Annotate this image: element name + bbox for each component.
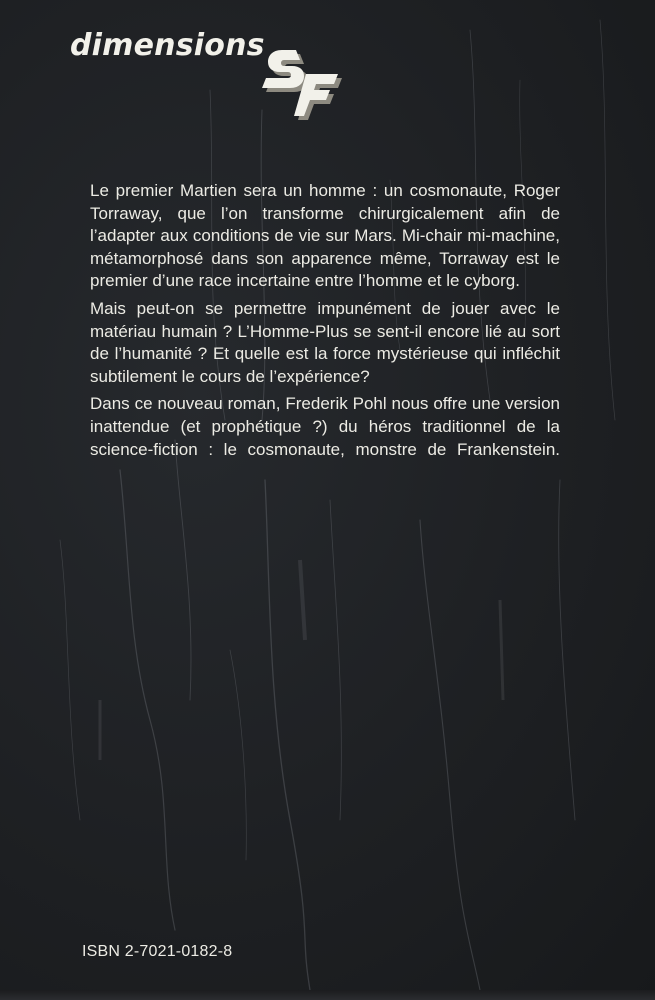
blurb-paragraph-1: Le premier Martien sera un homme : un cosmonaute, Roger Torraway, que l’on transforme chirurgicalement afin de l’adapter aux conditions de vie sur Mars. Mi-chair mi-machine, métamorphosé dans son apparence même, Torraway est le premier d’une race incertaine entre l’homme et le cyborg. xyxy=(90,181,560,291)
logo-wordmark: dimensions xyxy=(70,28,265,63)
blurb-paragraph-3: Dans ce nouveau roman, Frederik Pohl nous offre une version inattendue (et prophétique ?) du héros traditionnel de la science-fiction : le cosmonaute, monstre de Frankenstein. xyxy=(90,394,560,459)
blurb-paragraph-2: Mais peut-on se permettre impunément de jouer avec le matériau humain ? L’Homme-Plus se sent-il encore lié au sort de l’humanité ? Et quelle est la force mystérieuse qui infléchit subtilement le cours de l’expérience? xyxy=(90,298,560,386)
back-cover-blurb xyxy=(90,180,560,466)
isbn-number: ISBN 2-7021-0182-8 xyxy=(82,943,233,960)
sf-logo-icon xyxy=(258,38,342,122)
publisher-logo xyxy=(70,26,350,126)
cover-bottom-edge xyxy=(0,990,655,1000)
